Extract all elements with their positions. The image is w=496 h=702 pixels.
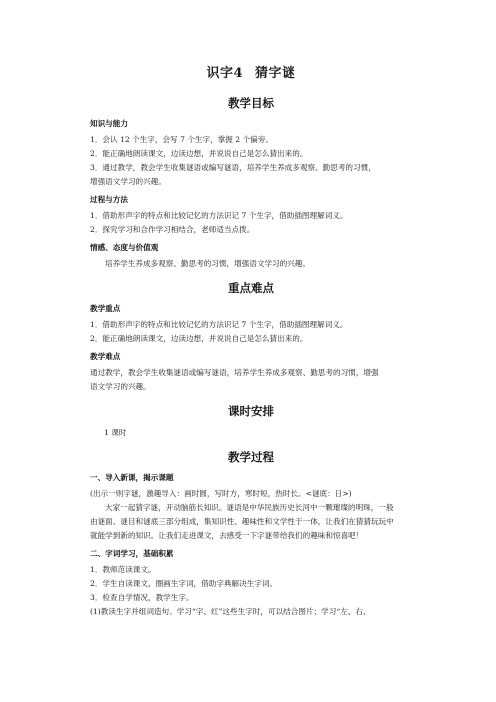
paragraph: (1)教读生字并组词造句。学习“字、红”这些生字时，可以结合图片；学习“左、右、 bbox=[90, 607, 371, 616]
subheading-vocabulary: 二、字词学习，基础积累 bbox=[90, 549, 174, 558]
page-title bbox=[90, 62, 412, 81]
paragraph: 1 课时 bbox=[104, 428, 127, 437]
section-heading-objectives: 教学目标 bbox=[228, 96, 274, 110]
subheading-knowledge: 知识与能力 bbox=[90, 119, 128, 128]
paragraph: 1．会认 12 个生字，会写 7 个生字，掌握 2 个偏旁。 bbox=[90, 135, 273, 144]
paragraph: 3．检查自学情况，教学生字。 bbox=[90, 593, 194, 602]
paragraph: 1．教师范读课文。 bbox=[90, 565, 156, 574]
paragraph: 2．探究学习和合作学习相结合，老师适当点拨。 bbox=[90, 225, 255, 234]
paragraph: 大家一起猜字谜，开动脑筋长知识。谜语是中华民族历史长河中一颗璀璨的明珠，一般 bbox=[105, 503, 394, 512]
section-heading-schedule: 课时安排 bbox=[228, 404, 274, 418]
subheading-difficulty: 教学难点 bbox=[90, 352, 121, 361]
paragraph: 增强语文学习的兴趣。 bbox=[90, 177, 166, 186]
title-sub: 猜字谜 bbox=[255, 66, 296, 81]
paragraph: 1．借助形声字的特点和比较记忆的方法识记 7 个生字，借助插图理解词义。 bbox=[90, 211, 348, 220]
subheading-process: 过程与方法 bbox=[90, 195, 128, 204]
subheading-intro: 一、导入新课，揭示课题 bbox=[90, 473, 174, 482]
paragraph: 由谜面、谜目和谜底三部分组成，集知识性、趣味性和文学性于一体，让我们在猜猜玩玩中 bbox=[90, 517, 394, 526]
section-heading-process: 教学过程 bbox=[228, 450, 274, 464]
paragraph: 2．学生自读课文，圈画生字词，借助字典解决生字词。 bbox=[90, 579, 278, 588]
paragraph: 2．能正确地朗读课文，边读边想，并说说自己是怎么猜出来的。 bbox=[90, 334, 308, 343]
subheading-emotion: 情感、态度与价值观 bbox=[90, 243, 159, 252]
title-main: 识字4 bbox=[206, 66, 244, 81]
paragraph: 语文学习的兴趣。 bbox=[90, 382, 151, 391]
paragraph: 通过教学，教会学生收集谜语或编写谜语，培养学生养成多观察、勤思考的习惯，增强 bbox=[90, 368, 379, 377]
subheading-key: 教学重点 bbox=[90, 304, 121, 313]
paragraph: 就能学到新的知识。让我们走进课文，去感受一下字谜带给我们的趣味和惊喜吧！ bbox=[90, 531, 364, 540]
paragraph: 培养学生养成多观察、勤思考的习惯，增强语文学习的兴趣。 bbox=[105, 259, 311, 268]
paragraph: 1．借助形声字的特点和比较记忆的方法识记 7 个生字，借助插图理解词义。 bbox=[90, 320, 348, 329]
paragraph: 3．通过教学，教会学生收集谜语或编写谜语，培养学生养成多观察、勤思考的习惯， bbox=[90, 163, 376, 172]
document-body bbox=[90, 58, 412, 619]
paragraph: 2．能正确地朗读课文，边读边想，并说说自己是怎么猜出来的。 bbox=[90, 149, 308, 158]
paragraph: (出示一则字谜，激趣导入：画时圆，写时方，寒时短，热时长。<谜底：日>) bbox=[90, 489, 352, 498]
section-heading-key-points: 重点难点 bbox=[228, 281, 274, 295]
